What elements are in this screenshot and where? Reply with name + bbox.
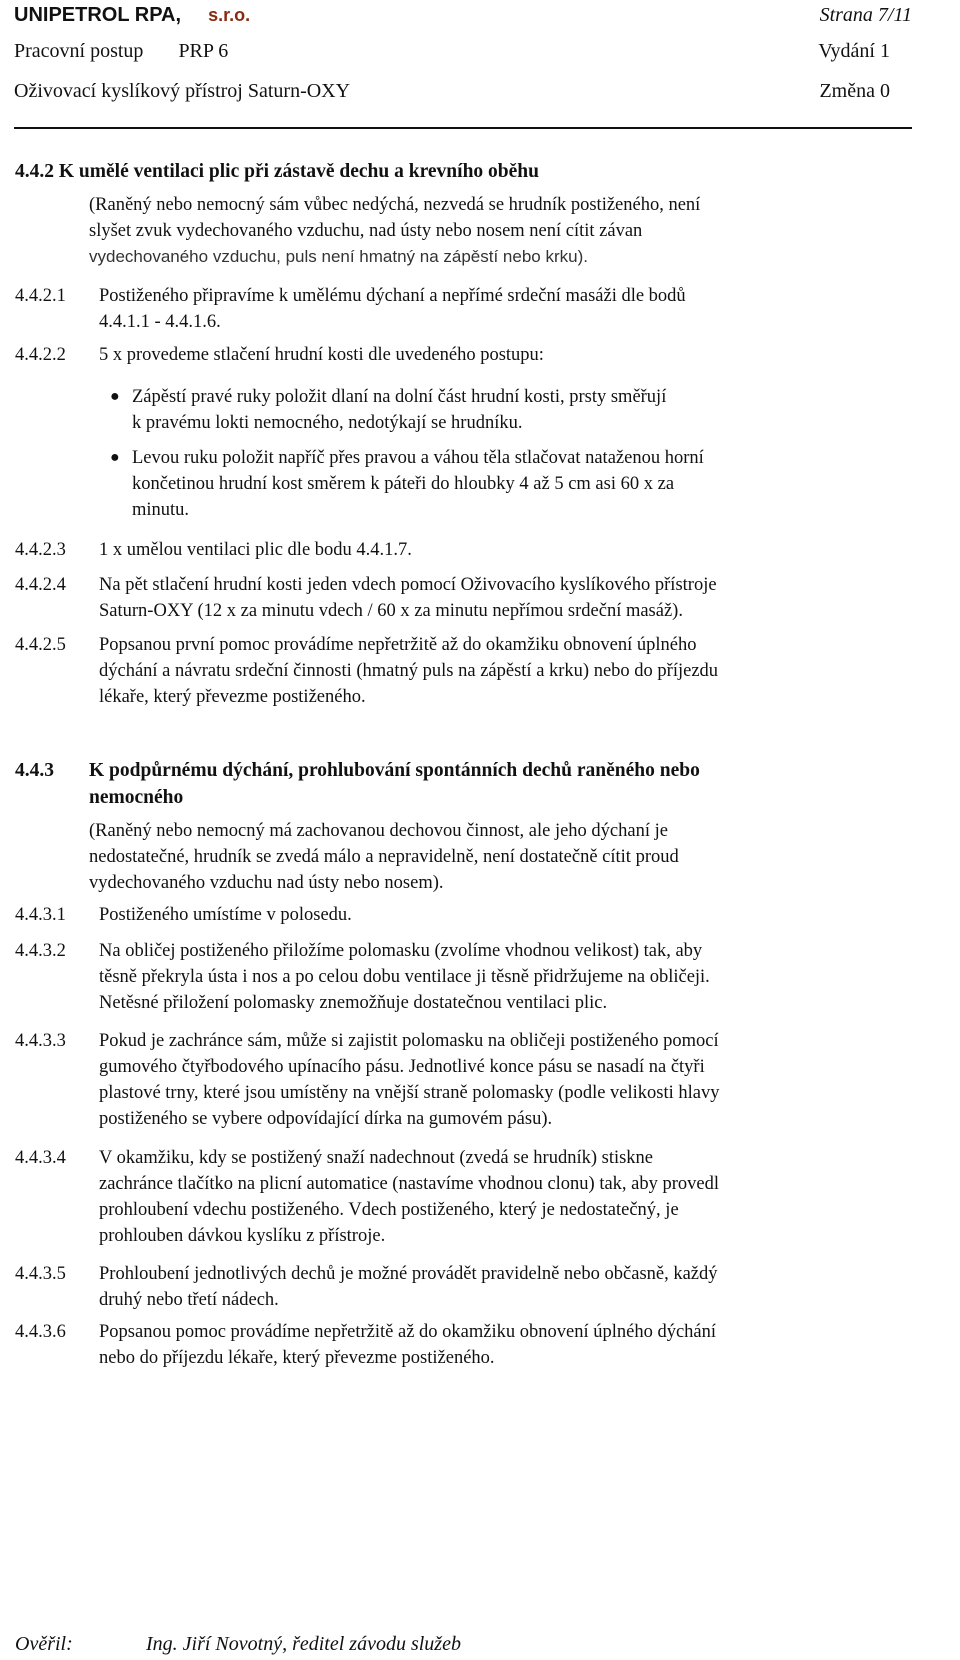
- section-heading-443: [89, 757, 899, 811]
- item-line: Postiženého umístíme v polosedu.: [99, 905, 352, 925]
- item-number: 4.4.3.1: [15, 905, 66, 925]
- company-suffix: s.r.o.: [208, 5, 251, 25]
- bullet-line: Zápěstí pravé ruky položit dlaní na dolní část hrudní kosti, prsty směřují: [132, 387, 667, 407]
- item-line: Netěsné přiložení polomasky znemožňuje dostatečnou ventilaci plic.: [99, 993, 608, 1013]
- procedure-code: PRP 6: [178, 40, 229, 62]
- item-line: prohloubení vdechu postiženého. Vdech postiženého, který je nedostatečný, je: [99, 1200, 679, 1220]
- section-443-note: [89, 818, 899, 896]
- item-number: 4.4.2.4: [15, 575, 66, 595]
- heading-line: K podpůrnému dýchání, prohlubování spontánních dechů raněného nebo: [89, 760, 700, 781]
- footer-verified-by: Ing. Jiří Novotný, ředitel závodu služeb: [146, 1633, 461, 1655]
- bullet-text: [132, 384, 892, 436]
- bullet-icon: ●: [110, 388, 120, 405]
- note-line: slyšet zvuk vydechovaného vzduchu, nad ústy nebo nosem není cítit závan: [89, 221, 643, 241]
- item-line: postiženého se vybere odpovídající dírka na gumovém pásu).: [99, 1109, 553, 1129]
- item-text-4422: [99, 342, 899, 368]
- item-line: 4.4.1.1 - 4.4.1.6.: [99, 312, 221, 332]
- item-number: 4.4.3.4: [15, 1148, 66, 1168]
- item-text-4424: [99, 572, 899, 624]
- item-line: nebo do příjezdu lékaře, který převezme postiženého.: [99, 1348, 495, 1368]
- item-line: Na obličej postiženého přiložíme polomasku (zvolíme vhodnou velikost) tak, aby: [99, 941, 703, 961]
- device-title: Oživovací kyslíkový přístroj Saturn-OXY: [14, 80, 351, 102]
- item-number: 4.4.3.3: [15, 1031, 66, 1051]
- note-line: vydechovaného vzduchu nad ústy nebo nosem).: [89, 873, 444, 893]
- item-number: 4.4.2.2: [15, 345, 66, 365]
- item-number: 4.4.3.2: [15, 941, 66, 961]
- heading-line: nemocného: [89, 787, 184, 808]
- item-line: 5 x provedeme stlačení hrudní kosti dle uvedeného postupu:: [99, 345, 544, 365]
- section-442-note: [89, 192, 899, 270]
- item-line: dýchání a návratu srdeční činnosti (hmatný puls na zápěstí a krku) nebo do příjezdu: [99, 661, 719, 681]
- item-text-4436: [99, 1319, 899, 1371]
- item-text-4425: [99, 632, 899, 710]
- item-number: 4.4.2.3: [15, 540, 66, 560]
- item-line: těsně překryla ústa i nos a po celou dobu ventilace ji těsně přidržujeme na obličeji.: [99, 967, 710, 987]
- bullet-line: končetinou hrudní kost směrem k páteři do hloubky 4 až 5 cm asi 60 x za: [132, 474, 675, 494]
- header-row-device: [14, 80, 912, 108]
- change-label: Změna 0: [819, 80, 890, 102]
- item-line: 1 x umělou ventilaci plic dle bodu 4.4.1.7.: [99, 540, 412, 560]
- bullet-line: Levou ruku položit napříč přes pravou a váhou těla stlačovat nataženou horní: [132, 448, 704, 468]
- item-text-4421: [99, 283, 899, 335]
- header-row-company: [14, 4, 912, 32]
- bullet-line: minutu.: [132, 500, 190, 520]
- header-divider: [14, 127, 912, 129]
- item-number: 4.4.2.5: [15, 635, 66, 655]
- item-line: Na pět stlačení hrudní kosti jeden vdech pomocí Oživovacího kyslíkového přístroje: [99, 575, 717, 595]
- note-line: nedostatečné, hrudník se zvedá málo a nepravidelně, není dostatečně cítit proud: [89, 847, 679, 867]
- edition-label: Vydání 1: [818, 40, 890, 62]
- company-name: UNIPETROL RPA,: [14, 4, 182, 26]
- item-line: gumového čtyřbodového upínacího pásu. Jednotlivé konce pásu se nasadí na čtyři: [99, 1057, 705, 1077]
- item-line: lékaře, který převezme postiženého.: [99, 687, 366, 707]
- bullet-line: k pravému lokti nemocného, nedotýkají se hrudníku.: [132, 413, 523, 433]
- note-line: (Raněný nebo nemocný sám vůbec nedýchá, nezvedá se hrudník postiženého, není: [89, 195, 701, 215]
- procedure-label: Pracovní postup: [14, 40, 144, 62]
- item-line: zachránce tlačítko na plicní automatice (nastavíme vhodnou clonu) tak, aby provedl: [99, 1174, 720, 1194]
- section-number-443: 4.4.3: [15, 760, 54, 781]
- item-line: Postiženého připravíme k umělému dýchaní a nepřímé srdeční masáži dle bodů: [99, 286, 686, 306]
- page-number: Strana 7/11: [819, 4, 912, 26]
- item-text-4433: [99, 1028, 899, 1132]
- item-text-4423: [99, 537, 899, 563]
- item-line: Prohloubení jednotlivých dechů je možné provádět pravidelně nebo občasně, každý: [99, 1264, 718, 1284]
- note-line: (Raněný nebo nemocný má zachovanou dechovou činnost, ale jeho dýchaní je: [89, 821, 668, 841]
- item-text-4432: [99, 938, 899, 1016]
- item-line: prohlouben dávkou kyslíku z přístroje.: [99, 1226, 386, 1246]
- bullet-icon: ●: [110, 449, 120, 466]
- item-line: V okamžiku, kdy se postižený snaží nadechnout (zvedá se hrudník) stiskne: [99, 1148, 654, 1168]
- item-line: Popsanou pomoc provádíme nepřetržitě až do okamžiku obnovení úplného dýchání: [99, 1322, 717, 1342]
- item-text-4431: [99, 902, 899, 928]
- item-number: 4.4.3.6: [15, 1322, 66, 1342]
- item-text-4434: [99, 1145, 899, 1249]
- header-row-procedure: [14, 40, 912, 68]
- item-line: Popsanou první pomoc provádíme nepřetržitě až do okamžiku obnovení úplného: [99, 635, 697, 655]
- item-text-4435: [99, 1261, 899, 1313]
- item-line: druhý nebo třetí nádech.: [99, 1290, 279, 1310]
- note-line: vydechovaného vzduchu, puls není hmatný na zápěstí nebo krku).: [89, 247, 588, 266]
- section-heading-442: 4.4.2 K umělé ventilaci plic při zástavě dechu a krevního oběhu: [15, 161, 539, 182]
- item-line: plastové trny, které jsou umístěny na vnější straně polomasky (podle velikosti hlavy: [99, 1083, 720, 1103]
- item-line: Saturn-OXY (12 x za minutu vdech / 60 x za minutu nepřímou srdeční masáž).: [99, 601, 683, 621]
- bullet-text: [132, 445, 892, 523]
- item-number: 4.4.2.1: [15, 286, 66, 306]
- footer-verified-label: Ověřil:: [15, 1633, 73, 1655]
- item-number: 4.4.3.5: [15, 1264, 66, 1284]
- item-line: Pokud je zachránce sám, může si zajistit polomasku na obličeji postiženého pomocí: [99, 1031, 719, 1051]
